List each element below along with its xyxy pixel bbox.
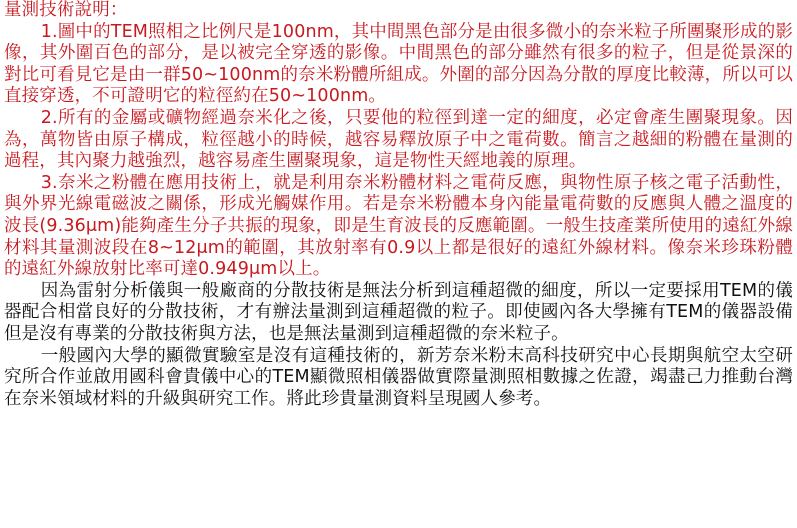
- red-paragraph-1: 1.圖中的TEM照相之比例尺是100nm，其中間黑色部分是由很多微小的奈米粒子所團聚形成的影像，其外圍百色的部分，是以被完全穿透的影像。中間黑色的部分雖然有很多的粒子，但是從景深的對比可看見它是由一群50~100nm的奈米粉體所組成。外圍的部分因為分散的厚度比較薄，所以可以直接穿透，不可證明它的粒徑約在50~100nm。: [4, 21, 793, 107]
- red-paragraph-2: 2.所有的金屬或礦物經過奈米化之後，只要他的粒徑到達一定的細度，必定會產生團聚現象。因為，萬物皆由原子構成，粒徑越小的時候，越容易釋放原子中之電荷數。簡言之越細的粉體在量測的過程，其內聚力越強烈，越容易產生團聚現象，這是物性天經地義的原理。: [4, 107, 793, 172]
- red-paragraph-3: 3.奈米之粉體在應用技術上，就是利用奈米粉體材料之電荷反應，與物性原子核之電子活動性，與外界光線電磁波之關係，形成光觸媒作用。若是奈米粉體本身內能量電荷數的反應與人體之溫度的波長(9.36μm)能夠產生分子共振的現象，即是生育波長的反應範圍。一般生技產業所使用的遠紅外線材料其量測波段在8~12μm的範圍，其放射率有0.9以上都是很好的遠紅外線材料。像奈米珍珠粉體的遠紅外線放射比率可達0.949μm以上。: [4, 172, 793, 280]
- document-body: [4, 0, 793, 410]
- black-paragraph-2: 一般國內大學的顯微實驗室是沒有這種技術的，新芳奈米粉末高科技研究中心長期與航空太空研究所合作並啟用國科會貴儀中心的TEM顯微照相儀器做實際量測照相數據之佐證，竭盡己力推動台灣在奈米領域材料的升級與研究工作。將此珍貴量測資料呈現國人參考。: [4, 345, 793, 409]
- black-paragraph-1: 因為雷射分析儀與一般廠商的分散技術是無法分析到這種超微的細度，所以一定要採用TEM的儀器配合相當良好的分散技術，才有辦法量測到這種超微的粒子。即使國內各大學擁有TEM的儀器設備但是沒有專業的分散技術與方法，也是無法量測到這種超微的奈米粒子。: [4, 280, 793, 344]
- document-heading: 量測技術說明：: [4, 0, 128, 20]
